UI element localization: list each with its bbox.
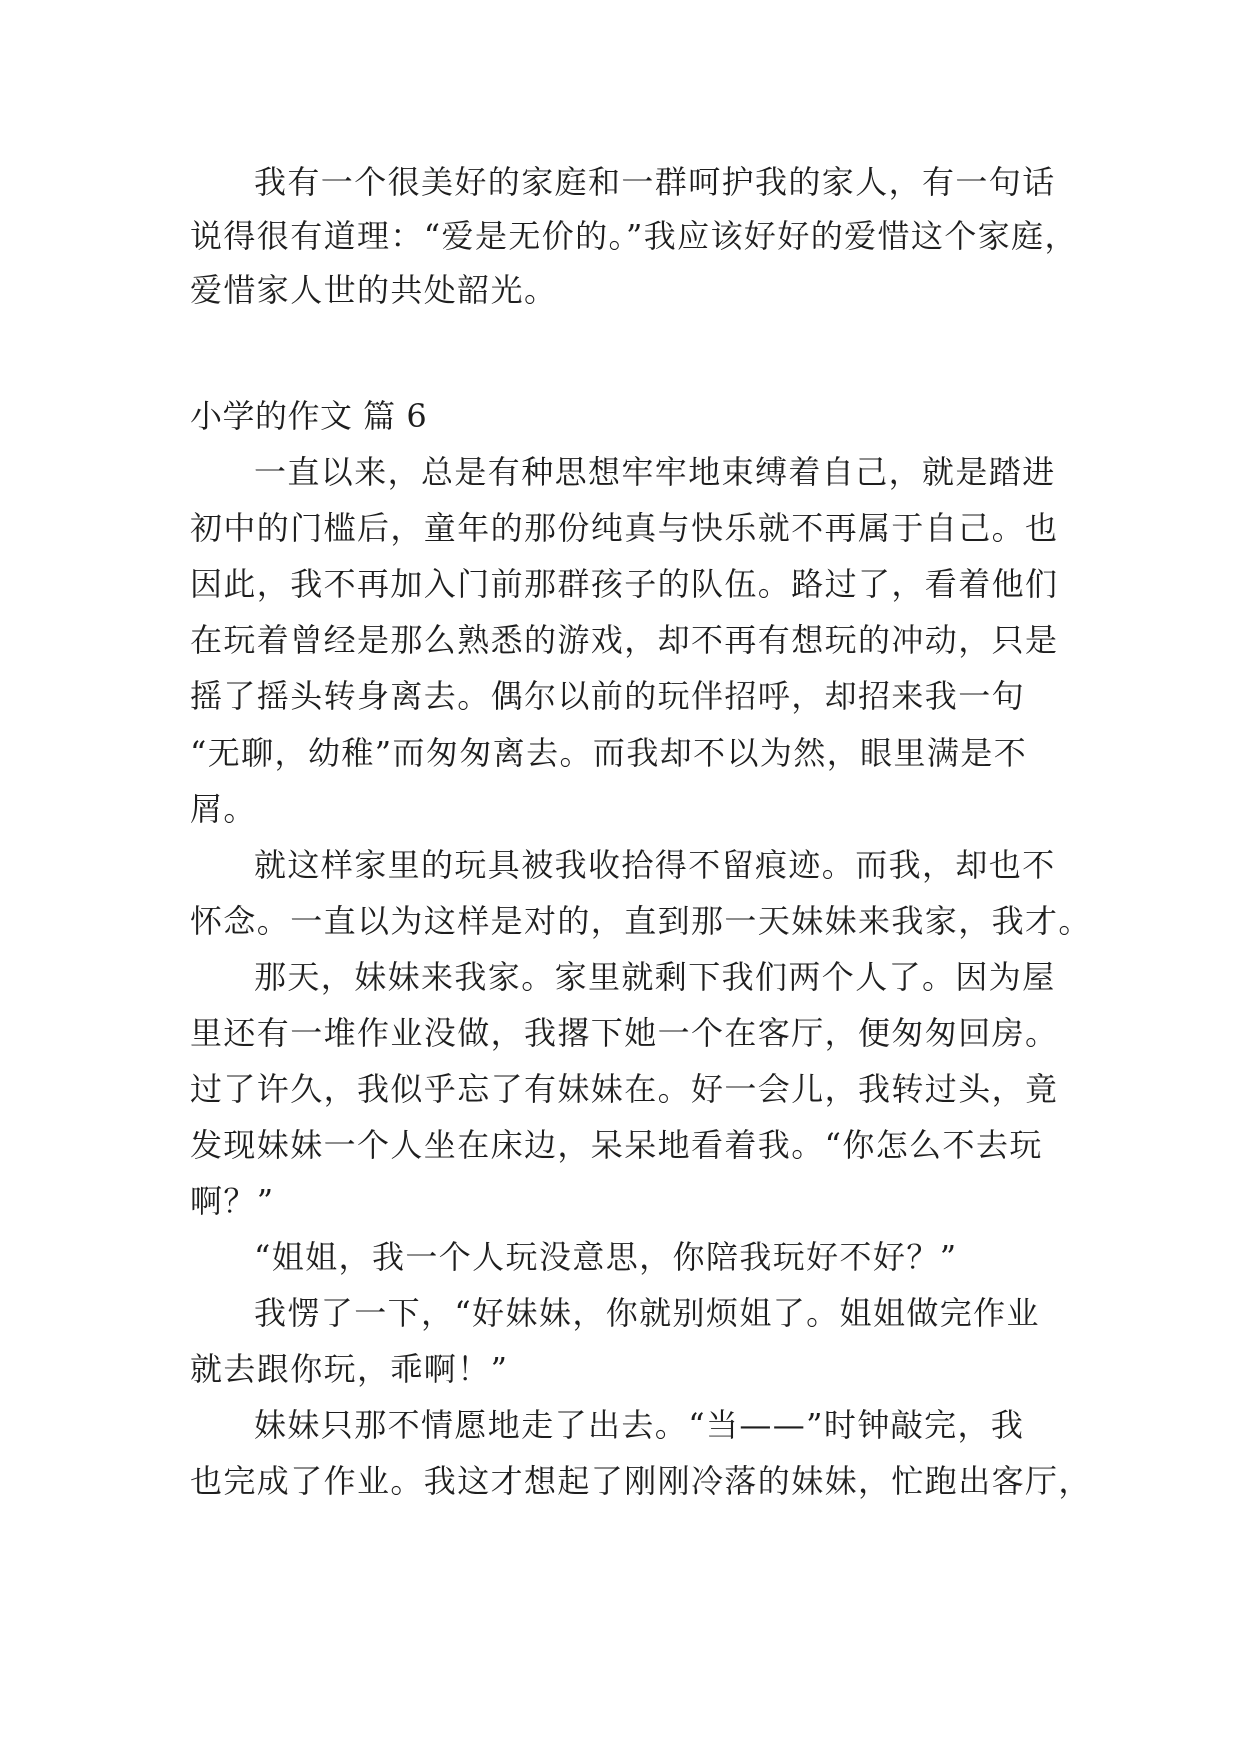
text-line: 摇了摇头转身离去。偶尔以前的玩伴招呼，却招来我一句	[190, 677, 1026, 715]
text-line: 也完成了作业。我这才想起了刚刚冷落的妹妹，忙跑出客厅，	[190, 1462, 1092, 1500]
text-line: 啊？”	[190, 1182, 275, 1220]
text-line: “无聊，幼稚”而匆匆离去。而我却不以为然，眼里满是不	[190, 734, 1028, 772]
text-line: “姐姐，我一个人玩没意思，你陪我玩好不好？”	[254, 1238, 958, 1276]
text-line: 初中的门槛后，童年的那份纯真与快乐就不再属于自己。也	[190, 509, 1059, 547]
text-line: 说得很有道理：“爱是无价的。”我应该好好的爱惜这个家庭，	[190, 217, 1078, 255]
text-line: 过了许久，我似乎忘了有妹妹在。好一会儿，我转过头，竟	[190, 1070, 1059, 1108]
text-line: 我愣了一下，“好妹妹，你就别烦姐了。姐姐做完作业	[254, 1294, 1040, 1332]
text-line: 我有一个很美好的家庭和一群呵护我的家人，有一句话	[254, 163, 1056, 201]
text-line: 在玩着曾经是那么熟悉的游戏，却不再有想玩的冲动，只是	[190, 621, 1059, 659]
text-line: 因此，我不再加入门前那群孩子的队伍。路过了，看着他们	[190, 565, 1059, 603]
text-line: 一直以来，总是有种思想牢牢地束缚着自己，就是踏进	[254, 453, 1056, 491]
text-line: 怀念。一直以为这样是对的，直到那一天妹妹来我家，我才。	[190, 902, 1092, 940]
section-heading: 小学的作文 篇 6	[190, 397, 428, 435]
text-line: 就去跟你玩，乖啊！”	[190, 1350, 509, 1388]
text-line: 妹妹只那不情愿地走了出去。“当——”时钟敲完，我	[254, 1406, 1025, 1444]
text-line: 那天，妹妹来我家。家里就剩下我们两个人了。因为屋	[254, 958, 1056, 996]
text-line: 屑。	[190, 790, 257, 828]
text-line: 发现妹妹一个人坐在床边，呆呆地看着我。“你怎么不去玩	[190, 1126, 1043, 1164]
text-line: 爱惜家人世的共处韶光。	[190, 271, 558, 309]
text-line: 里还有一堆作业没做，我撂下她一个在客厅，便匆匆回房。	[190, 1014, 1059, 1052]
text-line: 就这样家里的玩具被我收拾得不留痕迹。而我，却也不	[254, 846, 1056, 884]
